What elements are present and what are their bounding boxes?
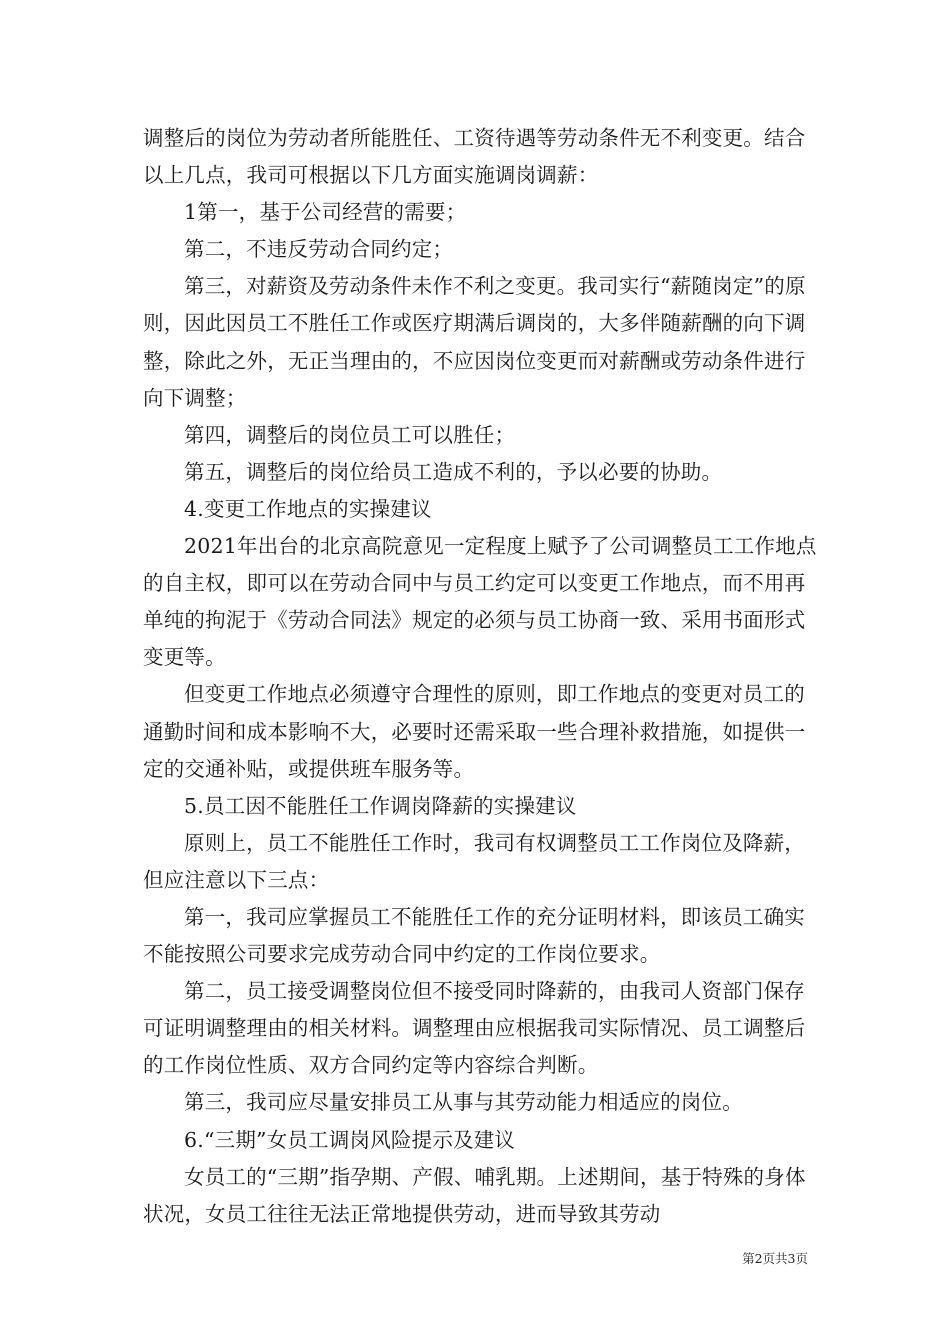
paragraph: 第五，调整后的岗位给员工造成不利的，予以必要的协助。 [184, 459, 723, 484]
paragraph: 第三，对薪资及劳动条件未作不利之变更。我司实行“薪随岗定”的原则，因此因员工不胜任工作或医疗期满后调岗的，大多伴随薪酬的向下调整，除此之外，无正当理由的，不应因岗位变更而对薪酬或劳动条件进行向下调整； [143, 274, 806, 410]
body-text [143, 120, 823, 1233]
paragraph: 2021年出台的北京高院意见一定程度上赋予了公司调整员工工作地点的自主权，即可以在劳动合同中与员工约定可以变更工作地点，而不用再单纯的拘泥于《劳动合同法》规定的必须与员工协商一致、采用书面形式变更等。 [143, 534, 817, 670]
section-heading: 4.变更工作地点的实操建议 [184, 496, 432, 521]
paragraph: 调整后的岗位为劳动者所能胜任、工资待遇等劳动条件无不利变更。结合以上几点，我司可根据以下几方面实施调岗调薪： [143, 126, 806, 188]
paragraph: 原则上，员工不能胜任工作时，我司有权调整员工工作岗位及降薪，但应注意以下三点： [143, 830, 805, 892]
section-heading: 6.“三期”女员工调岗风险提示及建议 [184, 1127, 516, 1152]
paragraph: 第四，调整后的岗位员工可以胜任； [184, 422, 516, 447]
paragraph: 1第一，基于公司经营的需要； [184, 200, 467, 225]
paragraph: 女员工的“三期”指孕期、产假、哺乳期。上述期间，基于特殊的身体状况，女员工往往无法正常地提供劳动，进而导致其劳动 [143, 1164, 806, 1226]
page-number: 第2页共3页 [742, 1251, 808, 1266]
paragraph: 第二，不违反劳动合同约定； [184, 237, 454, 262]
paragraph: 第二，员工接受调整岗位但不接受同时降薪的，由我司人资部门保存可证明调整理由的相关材料。调整理由应根据我司实际情况、员工调整后的工作岗位性质、双方合同约定等内容综合判断。 [143, 979, 806, 1078]
paragraph: 第一，我司应掌握员工不能胜任工作的充分证明材料，即该员工确实不能按照公司要求完成劳动合同中约定的工作岗位要求。 [143, 904, 805, 967]
paragraph: 第三，我司应尽量安排员工从事与其劳动能力相适应的岗位。 [184, 1090, 743, 1115]
paragraph: 但变更工作地点必须遵守合理性的原则，即工作地点的变更对员工的通勤时间和成本影响不大，必要时还需采取一些合理补救措施，如提供一定的交通补贴，或提供班车服务等。 [143, 682, 806, 781]
section-heading: 5.员工因不能胜任工作调岗降薪的实操建议 [184, 793, 577, 818]
